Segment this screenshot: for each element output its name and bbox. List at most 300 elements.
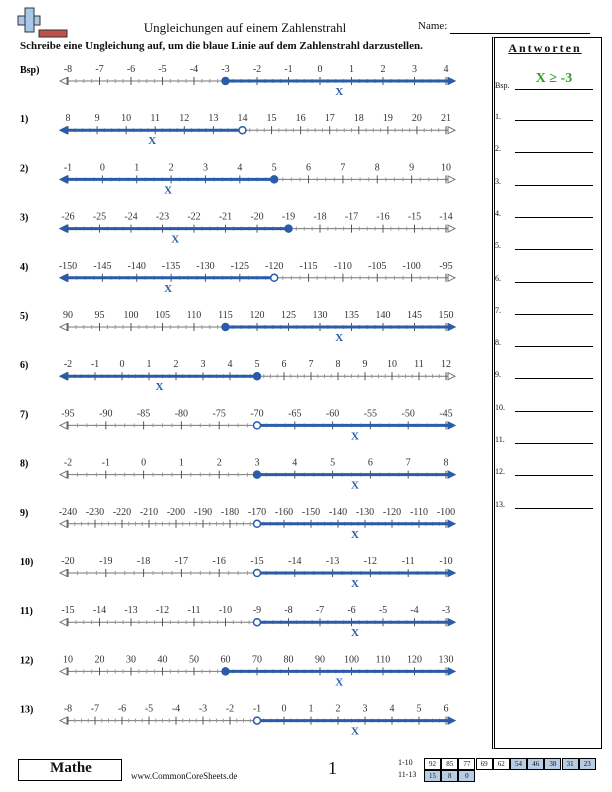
tick-label: 1 <box>146 359 152 371</box>
answer-field[interactable] <box>515 249 593 250</box>
score-cell: 85 <box>441 758 458 770</box>
tick-label: 95 <box>94 310 105 321</box>
tick-label: 30 <box>126 654 136 666</box>
tick-label: -14 <box>288 556 302 567</box>
tick-label: 16 <box>295 113 306 125</box>
score-cell: 38 <box>544 758 561 770</box>
score-cell: 0 <box>458 770 475 782</box>
left-arrow-icon <box>60 324 67 331</box>
open-point <box>239 127 246 134</box>
tick-label: -125 <box>230 260 249 272</box>
problem-label: 4) <box>20 261 29 273</box>
tick-label: -17 <box>174 556 189 567</box>
variable-marker: X <box>351 627 359 640</box>
ray-arrow-icon <box>60 225 67 232</box>
tick-label: 18 <box>353 113 364 125</box>
tick-label: 13 <box>208 113 219 125</box>
answer-field[interactable] <box>515 508 593 509</box>
page-number: 1 <box>328 758 337 778</box>
tick-label: -105 <box>368 260 387 272</box>
tick-label: 4 <box>227 359 233 371</box>
tick-label: -6 <box>117 703 127 715</box>
tick-label: -140 <box>328 506 348 518</box>
right-arrow-icon <box>448 176 455 183</box>
closed-point <box>222 668 229 675</box>
problem-label: 12) <box>20 655 34 667</box>
tick-label: 6 <box>306 162 312 174</box>
score-cell: 46 <box>527 758 544 770</box>
answer-field[interactable] <box>515 443 593 444</box>
tick-label: 0 <box>141 457 147 469</box>
tick-label: 6 <box>443 703 449 715</box>
tick-label: 10 <box>121 113 132 125</box>
score-cell: 92 <box>424 758 441 770</box>
right-arrow-icon <box>448 225 455 232</box>
tick-label: -7 <box>95 64 104 75</box>
score-cell: 23 <box>579 758 596 770</box>
tick-label: 4 <box>237 162 243 174</box>
problem-label: 5) <box>20 311 29 322</box>
tick-label: 7 <box>405 457 411 469</box>
variable-marker: X <box>164 282 173 295</box>
problem-label: 6) <box>20 360 29 372</box>
number-line-problem <box>20 605 455 639</box>
variable-marker: X <box>351 578 359 590</box>
tick-label: -65 <box>288 408 302 420</box>
tick-label: -100 <box>402 260 421 272</box>
tick-label: -70 <box>250 408 264 420</box>
tick-label: -13 <box>325 556 340 567</box>
tick-label: -4 <box>189 64 199 75</box>
tick-label: -115 <box>299 260 318 272</box>
tick-label: -2 <box>225 703 235 715</box>
number-line-problem <box>20 162 455 196</box>
number-line-problem <box>20 310 455 344</box>
tick-label: -85 <box>136 408 151 420</box>
tick-label: 110 <box>186 310 202 321</box>
tick-label: 4 <box>389 703 395 715</box>
tick-label: 125 <box>281 310 296 321</box>
tick-label: -190 <box>193 506 213 518</box>
tick-label: -15 <box>407 211 422 223</box>
left-arrow-icon <box>60 570 67 577</box>
number-line-problem <box>20 556 455 590</box>
tick-label: 7 <box>308 359 314 371</box>
ray-arrow-icon <box>60 176 67 183</box>
tick-label: -110 <box>410 506 428 518</box>
ray-arrow-icon <box>448 78 455 85</box>
variable-marker: X <box>351 528 359 541</box>
tick-label: 90 <box>63 310 73 321</box>
tick-label: -180 <box>220 506 240 518</box>
ray-arrow-icon <box>448 619 455 626</box>
tick-label: 12 <box>179 113 190 125</box>
example-answer: X ≥ -3 <box>535 71 573 86</box>
tick-label: -130 <box>196 260 215 272</box>
example-answer-label: Bsp. <box>495 81 510 90</box>
closed-point <box>254 471 261 478</box>
answer-field[interactable] <box>515 282 593 283</box>
answer-number: 6. <box>495 273 501 283</box>
tick-label: -1 <box>284 64 293 75</box>
open-point <box>254 520 261 527</box>
tick-label: -11 <box>401 556 415 567</box>
tick-label: -130 <box>355 506 375 518</box>
tick-label: -45 <box>439 408 453 420</box>
tick-label: 2 <box>173 359 179 371</box>
tick-label: -8 <box>63 703 73 715</box>
answer-field[interactable] <box>515 378 593 379</box>
number-line-problem <box>20 458 455 492</box>
open-point <box>254 570 261 577</box>
ray-arrow-icon <box>448 520 455 527</box>
variable-marker: X <box>155 381 164 394</box>
tick-label: -26 <box>61 211 75 223</box>
left-arrow-icon <box>60 619 67 626</box>
answer-number: 10. <box>495 402 505 412</box>
problem-label: 2) <box>20 163 29 175</box>
left-arrow-icon <box>60 668 67 675</box>
tick-label: 3 <box>254 457 260 469</box>
score-range: 1-10 <box>398 758 413 767</box>
tick-label: 135 <box>344 310 359 321</box>
tick-label: -9 <box>252 605 262 617</box>
tick-label: 2 <box>335 703 341 715</box>
answer-field[interactable] <box>515 314 593 315</box>
score-cell: 15 <box>424 770 441 782</box>
tick-label: -230 <box>85 506 105 518</box>
tick-label: -6 <box>347 605 356 617</box>
tick-label: -2 <box>63 359 73 371</box>
tick-label: -160 <box>274 506 294 518</box>
closed-point <box>285 225 292 232</box>
problem-label: 11) <box>20 606 33 618</box>
tick-label: 9 <box>94 113 100 125</box>
tick-label: 1 <box>134 162 140 174</box>
tick-label: 1 <box>178 457 184 469</box>
tick-label: -2 <box>63 457 73 469</box>
tick-label: 5 <box>254 359 260 371</box>
tick-label: -1 <box>252 703 262 715</box>
brand-label: Mathe <box>50 760 92 776</box>
tick-label: -15 <box>61 605 75 617</box>
tick-label: 11 <box>414 359 424 371</box>
number-line-problem <box>20 212 455 246</box>
answer-title: Antworten <box>508 41 582 55</box>
open-point <box>254 717 261 724</box>
problem-label: 1) <box>20 114 29 126</box>
tick-label: -25 <box>92 211 107 223</box>
tick-label: 6 <box>281 359 287 371</box>
tick-label: -50 <box>401 408 415 420</box>
tick-label: 10 <box>63 654 73 666</box>
tick-label: -15 <box>250 556 264 567</box>
answer-number: 7. <box>495 305 501 315</box>
tick-label: 2 <box>216 457 222 469</box>
tick-label: 8 <box>374 162 380 174</box>
tick-label: -200 <box>166 506 186 518</box>
tick-label: 19 <box>382 113 393 125</box>
closed-point <box>222 324 229 331</box>
tick-label: -110 <box>333 260 352 272</box>
tick-label: 0 <box>119 359 125 371</box>
answer-number: 8. <box>495 338 501 348</box>
number-line-problem <box>20 507 455 541</box>
answer-panel <box>492 37 602 749</box>
answer-field[interactable] <box>515 120 593 121</box>
tick-label: 2 <box>380 64 386 75</box>
tick-label: -150 <box>301 506 321 518</box>
tick-label: 150 <box>438 310 454 321</box>
tick-label: -60 <box>325 408 340 420</box>
score-cell: 77 <box>458 758 475 770</box>
instructions: Schreibe eine Ungleichung auf, um die blaue Linie auf dem Zahlenstrahl darzustellen. <box>20 40 423 52</box>
left-arrow-icon <box>60 422 67 429</box>
tick-label: -11 <box>187 605 201 617</box>
tick-label: 7 <box>340 162 346 174</box>
tick-label: -80 <box>174 408 189 420</box>
tick-label: 6 <box>367 457 373 469</box>
score-cell: 31 <box>562 758 579 770</box>
ray-arrow-icon <box>448 422 455 429</box>
closed-point <box>271 176 278 183</box>
tick-label: -95 <box>61 408 75 420</box>
answer-number: 12. <box>495 467 505 477</box>
tick-label: -13 <box>124 605 138 617</box>
tick-label: 8 <box>65 113 71 125</box>
tick-label: -5 <box>378 605 388 617</box>
ray-arrow-icon <box>60 274 67 281</box>
tick-label: -120 <box>382 506 402 518</box>
tick-label: -16 <box>212 556 226 567</box>
tick-label: 8 <box>443 457 449 469</box>
number-line-problem <box>20 359 455 393</box>
tick-label: 115 <box>218 310 233 321</box>
variable-marker: X <box>171 233 180 246</box>
tick-label: -135 <box>161 260 181 272</box>
answer-field[interactable] <box>515 185 593 186</box>
problem-label: 13) <box>20 704 34 716</box>
answer-number: 11. <box>495 435 505 444</box>
right-arrow-icon <box>448 373 455 380</box>
tick-label: 12 <box>441 359 451 371</box>
tick-label: 20 <box>94 654 105 666</box>
tick-label: 11 <box>150 113 161 125</box>
tick-label: -19 <box>281 211 296 223</box>
tick-label: -140 <box>127 260 146 272</box>
number-line-problem <box>20 113 455 147</box>
tick-label: -90 <box>99 408 113 420</box>
answer-number: 13. <box>495 499 505 509</box>
tick-label: -1 <box>101 457 110 469</box>
tick-label: 9 <box>409 162 415 174</box>
tick-label: 105 <box>155 310 170 321</box>
tick-label: -10 <box>218 605 233 617</box>
tick-label: -12 <box>363 556 378 567</box>
tick-label: -170 <box>247 506 267 518</box>
tick-label: -95 <box>439 260 453 272</box>
tick-label: -20 <box>250 211 264 223</box>
tick-label: 9 <box>362 359 368 371</box>
ray-arrow-icon <box>448 471 455 478</box>
right-arrow-icon <box>448 127 455 134</box>
tick-label: 3 <box>202 162 208 174</box>
answer-field[interactable] <box>515 411 593 412</box>
score-cell: 62 <box>493 758 510 770</box>
answer-number: 1. <box>495 112 501 121</box>
tick-label: -8 <box>63 64 73 75</box>
tick-label: -7 <box>90 703 100 715</box>
problem-label: Bsp) <box>20 65 40 76</box>
tick-label: -20 <box>61 556 75 567</box>
open-point <box>271 274 278 281</box>
variable-marker: X <box>351 430 359 443</box>
ray-arrow-icon <box>448 570 455 577</box>
answer-field[interactable] <box>515 475 593 476</box>
open-point <box>254 619 261 626</box>
tick-label: 3 <box>200 359 206 371</box>
answer-number: 9. <box>495 370 501 380</box>
tick-label: 4 <box>292 457 298 469</box>
variable-marker: X <box>335 676 344 689</box>
tick-label: 2 <box>168 162 174 174</box>
tick-label: -5 <box>158 64 167 75</box>
tick-label: -220 <box>112 506 132 518</box>
closed-point <box>254 373 261 380</box>
left-arrow-icon <box>60 78 67 85</box>
right-arrow-icon <box>448 274 455 281</box>
tick-label: 3 <box>362 703 368 715</box>
variable-marker: X <box>335 332 344 344</box>
tick-label: 1 <box>308 703 314 715</box>
tick-label: 3 <box>412 64 417 75</box>
tick-label: 60 <box>220 654 231 666</box>
tick-label: 145 <box>407 310 422 321</box>
tick-label: 80 <box>283 654 294 666</box>
tick-label: -14 <box>92 605 107 617</box>
tick-label: 4 <box>443 64 449 75</box>
ray-arrow-icon <box>448 717 455 724</box>
tick-label: 14 <box>237 113 248 125</box>
tick-label: -10 <box>439 556 453 567</box>
tick-label: -3 <box>221 64 230 75</box>
tick-label: -55 <box>363 408 378 420</box>
page-title: Ungleichungen auf einem Zahlenstrahl <box>143 20 347 35</box>
score-cell: 8 <box>441 770 458 782</box>
problem-label: 3) <box>20 212 29 224</box>
example-answer-line <box>515 89 593 90</box>
left-arrow-icon <box>60 520 67 527</box>
variable-marker: X <box>148 135 157 148</box>
variable-marker: X <box>164 184 173 197</box>
answer-field[interactable] <box>515 346 593 347</box>
tick-label: -120 <box>265 260 284 272</box>
closed-point <box>222 78 229 85</box>
answer-number: 3. <box>495 176 501 186</box>
problem-label: 10) <box>20 557 34 568</box>
tick-label: 0 <box>99 162 105 174</box>
answer-field[interactable] <box>515 152 593 153</box>
tick-label: -7 <box>315 605 325 617</box>
name-label: Name: <box>418 20 448 32</box>
tick-label: -4 <box>410 605 419 617</box>
problem-label: 8) <box>20 458 29 470</box>
score-cell: 54 <box>510 758 527 770</box>
tick-label: -75 <box>212 408 226 420</box>
tick-label: -145 <box>93 260 112 272</box>
tick-label: 21 <box>441 113 451 125</box>
answer-number: 4. <box>495 208 501 218</box>
problem-label: 7) <box>20 409 29 421</box>
tick-label: -16 <box>376 211 390 223</box>
tick-label: 100 <box>344 654 359 666</box>
ray-arrow-icon <box>60 373 67 380</box>
tick-label: -210 <box>139 506 159 518</box>
tick-label: -19 <box>99 556 113 567</box>
tick-label: 130 <box>438 654 454 666</box>
tick-label: 5 <box>416 703 422 715</box>
tick-label: 20 <box>411 113 422 125</box>
site-url[interactable]: www.CommonCoreSheets.de <box>131 771 238 781</box>
tick-label: 17 <box>324 113 335 125</box>
tick-label: 15 <box>266 113 277 125</box>
tick-label: 5 <box>330 457 336 469</box>
tick-label: -21 <box>218 211 233 223</box>
tick-label: 50 <box>189 654 199 666</box>
tick-label: -1 <box>90 359 100 371</box>
tick-label: -24 <box>124 211 138 223</box>
tick-label: 130 <box>312 310 328 321</box>
tick-label: -6 <box>126 64 136 75</box>
answer-field[interactable] <box>515 217 593 218</box>
tick-label: 120 <box>407 654 422 666</box>
tick-label: -18 <box>313 211 327 223</box>
tick-label: 10 <box>441 162 451 174</box>
variable-marker: X <box>351 479 359 492</box>
tick-label: -240 <box>58 506 78 518</box>
tick-label: 40 <box>157 654 168 666</box>
tick-label: -8 <box>284 605 293 617</box>
number-line-problem <box>20 704 455 738</box>
tick-label: 1 <box>349 64 354 75</box>
number-line-problem <box>20 408 455 442</box>
score-cell: 69 <box>476 758 493 770</box>
tick-label: 8 <box>335 359 341 371</box>
tick-label: -3 <box>198 703 208 715</box>
answer-number: 2. <box>495 144 501 154</box>
tick-label: -18 <box>136 556 151 567</box>
ray-arrow-icon <box>448 324 455 331</box>
tick-label: 70 <box>252 654 262 666</box>
answer-number: 5. <box>495 241 501 251</box>
tick-label: 90 <box>315 654 325 666</box>
tick-label: 110 <box>375 654 391 666</box>
ray-arrow-icon <box>448 668 455 675</box>
tick-label: -14 <box>439 211 453 223</box>
tick-label: 5 <box>271 162 277 174</box>
tick-label: -1 <box>63 162 73 174</box>
variable-marker: X <box>335 86 344 98</box>
number-line-problem <box>20 261 455 295</box>
problem-label: 9) <box>20 507 29 519</box>
tick-label: -100 <box>436 506 456 518</box>
tick-label: 120 <box>249 310 265 321</box>
ray-arrow-icon <box>60 127 67 134</box>
left-arrow-icon <box>60 471 67 478</box>
left-arrow-icon <box>60 717 67 724</box>
tick-label: 10 <box>387 359 397 371</box>
tick-label: -2 <box>252 64 262 75</box>
